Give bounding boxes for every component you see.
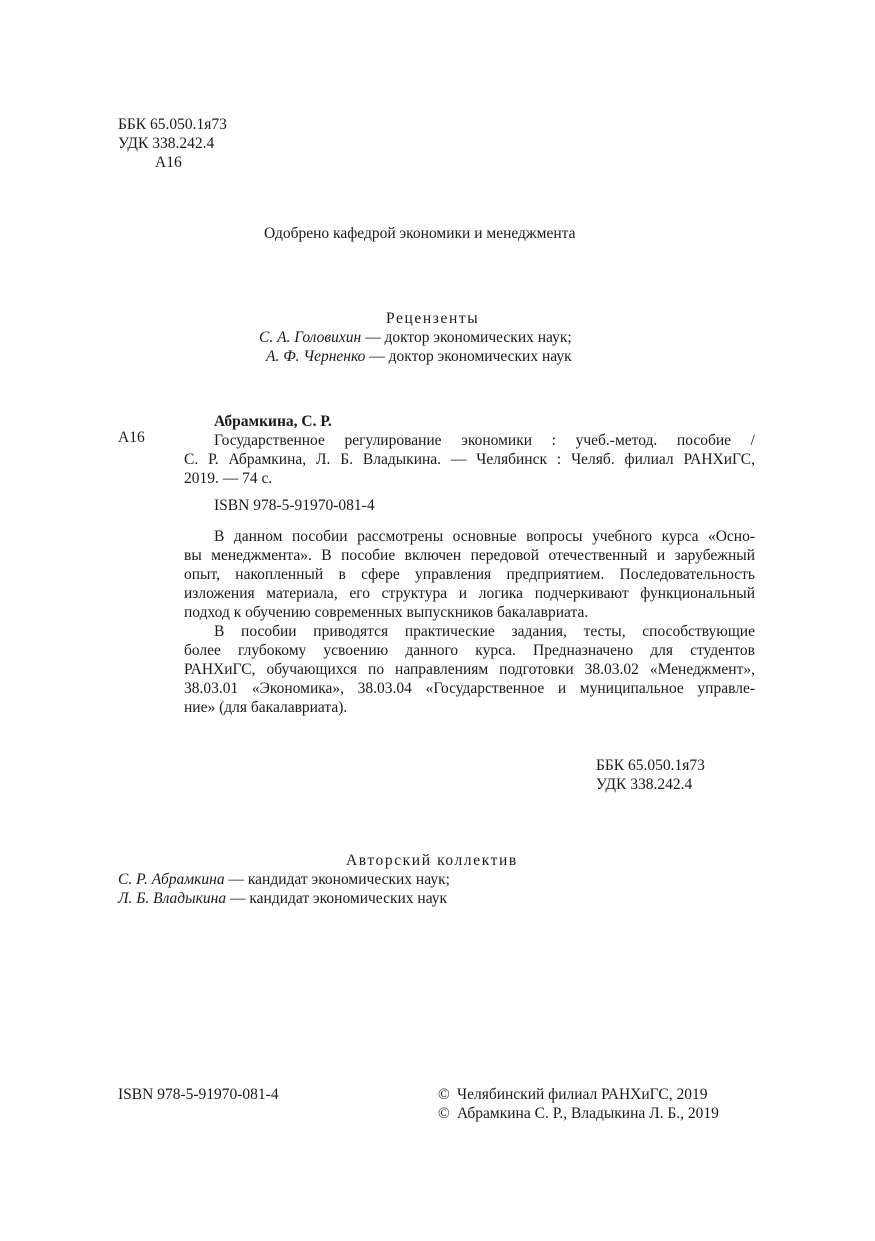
catalog-author-sign: А16 bbox=[118, 429, 145, 446]
footer-isbn: ISBN 978-5-91970-081-4 bbox=[118, 1086, 279, 1103]
annotation-p2-line-1: В пособии приводятся практические задания, тесты, способствующие bbox=[214, 623, 755, 640]
catalog-line-2: С. Р. Абрамкина, Л. Б. Владыкина. — Челябинск : Челяб. филиал РАНХиГС, bbox=[184, 451, 755, 468]
catalog-isbn: ISBN 978-5-91970-081-4 bbox=[214, 497, 375, 514]
author-2-name: Л. Б. Владыкина bbox=[118, 890, 227, 907]
catalog-line-1: Государственное регулирование экономики : учеб.-метод. пособие / bbox=[214, 432, 755, 449]
reviewer-2-name: А. Ф. Черненко bbox=[266, 348, 366, 365]
annotation-p2-line-3: РАНХиГС, обучающихся по направлениям подготовки 38.03.02 «Менеджмент», bbox=[184, 661, 755, 678]
author-1-role: — кандидат экономических наук; bbox=[224, 871, 450, 888]
reviewer-1-role: — доктор экономических наук; bbox=[361, 329, 572, 346]
annotation-p2-line-4: 38.03.01 «Экономика», 38.03.04 «Государственное и муниципальное управле- bbox=[184, 680, 755, 697]
copyright-symbol-1: © bbox=[438, 1086, 450, 1103]
bbk-code-right: ББК 65.050.1я73 bbox=[596, 757, 705, 774]
catalog-author: Абрамкина, С. Р. bbox=[214, 413, 332, 430]
bbk-code: ББК 65.050.1я73 bbox=[118, 116, 227, 133]
authors-heading: Авторский коллектив bbox=[346, 852, 518, 869]
annotation-p1-line-1: В данном пособии рассмотрены основные вопросы учебного курса «Осно- bbox=[214, 528, 755, 545]
reviewer-2-role: — доктор экономических наук bbox=[365, 348, 572, 365]
reviewer-1-name: С. А. Головихин bbox=[259, 329, 362, 346]
udk-code-right: УДК 338.242.4 bbox=[596, 776, 693, 793]
copyright-line-2: Абрамкина С. Р., Владыкина Л. Б., 2019 bbox=[457, 1105, 719, 1122]
author-1-name: С. Р. Абрамкина bbox=[118, 871, 225, 888]
copyright-line-1: Челябинский филиал РАНХиГС, 2019 bbox=[457, 1086, 708, 1103]
catalog-line-3: 2019. — 74 с. bbox=[184, 470, 273, 487]
reviewer-1 bbox=[259, 328, 572, 347]
author-2 bbox=[118, 889, 447, 908]
reviewers-heading: Рецензенты bbox=[386, 310, 480, 327]
author-1 bbox=[118, 870, 450, 889]
reviewer-2 bbox=[266, 347, 572, 366]
author-sign: А16 bbox=[155, 154, 182, 171]
udk-code: УДК 338.242.4 bbox=[118, 135, 215, 152]
annotation-p1-line-2: вы менеджмента». В пособие включен передовой отечественный и зарубежный bbox=[184, 547, 755, 564]
annotation-p1-line-4: изложения материала, его структура и логика подчеркивают функциональный bbox=[184, 585, 755, 602]
copyright-symbol-2: © bbox=[438, 1105, 450, 1122]
author-2-role: — кандидат экономических наук bbox=[226, 890, 448, 907]
annotation-p1-line-3: опыт, накопленный в сфере управления предприятием. Последовательность bbox=[184, 566, 755, 583]
annotation-p1-line-5: подход к обучению современных выпускников бакалавриата. bbox=[184, 604, 589, 621]
annotation-p2-line-5: ние» (для бакалавриата). bbox=[184, 699, 348, 716]
approval-note: Одобрено кафедрой экономики и менеджмента bbox=[264, 225, 576, 242]
annotation-p2-line-2: более глубокому усвоению данного курса. Предназначено для студентов bbox=[184, 642, 755, 659]
